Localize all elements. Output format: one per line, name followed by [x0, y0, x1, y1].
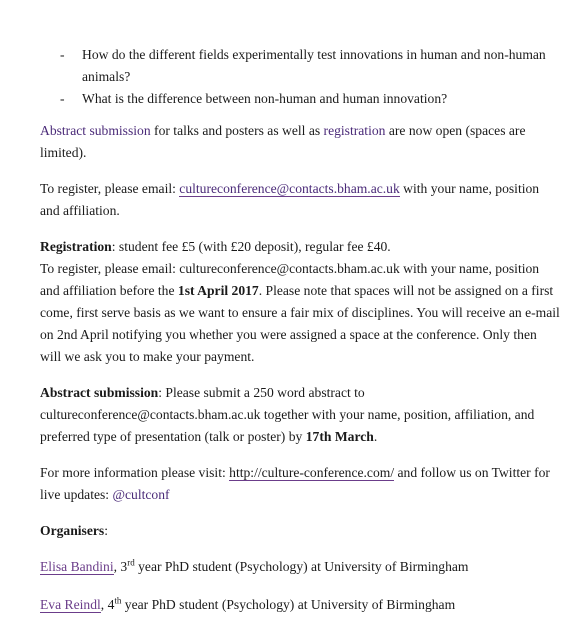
document-page — [40, 44, 560, 632]
info-paragraph — [40, 462, 560, 506]
abstract-submission-link[interactable]: Abstract submission — [40, 123, 151, 138]
twitter-link[interactable]: @cultconf — [112, 487, 170, 502]
abstract-end: . — [373, 429, 378, 444]
organiser-role: year PhD student (Psychology) at University of Birmingham — [134, 559, 469, 574]
registration-paragraph — [40, 236, 560, 368]
registration-fees: : student fee £5 (with £20 deposit), regular fee £40. — [111, 239, 391, 254]
registration-heading: Registration — [40, 239, 112, 254]
open-para-end: are now open (spaces are limited). — [40, 123, 526, 160]
list-item — [40, 44, 560, 88]
organiser-year: 3 — [120, 559, 128, 574]
register-after: with your name, position and affiliation. — [40, 181, 540, 218]
abstract-deadline: 17th March — [305, 429, 374, 444]
list-item-text: What is the difference between non-human and human innovation? — [82, 91, 448, 106]
organisers-heading-line — [40, 520, 560, 542]
register-before: To register, please email: — [40, 181, 180, 196]
organiser-name[interactable]: Eva Reindl — [40, 597, 101, 612]
abstract-paragraph — [40, 382, 560, 448]
organiser-role: year PhD student (Psychology) at University of Birmingham — [121, 597, 456, 612]
abstract-body: : Please submit a 250 word abstract to cultureconference@contacts.bham.ac.uk together with your name, position, affiliation, and preferred type of presentation (talk or poster) by — [40, 385, 535, 444]
organiser-entry — [40, 594, 560, 616]
register-paragraph — [40, 178, 560, 222]
registration-body-start: To register, please email: cultureconference@contacts.bham.ac.uk with your name, position and affiliation before the — [40, 261, 540, 298]
list-item — [40, 88, 560, 110]
organiser-entry — [40, 556, 560, 578]
registration-body-end: . Please note that spaces will not be assigned on a first come, first serve basis as we want to ensure a fair mix of disciplines. You will receive an e-mail on 2nd April notifying you whether you were assigned a space at the conference. Only then will we ask you to make your payment. — [40, 283, 560, 364]
organiser-year-suffix: th — [114, 595, 122, 606]
info-before: For more information please visit: — [40, 465, 230, 480]
abstract-heading: Abstract submission — [40, 385, 159, 400]
organisers-heading-suffix: : — [104, 523, 108, 538]
question-list — [40, 44, 560, 110]
registration-deadline: 1st April 2017 — [177, 283, 259, 298]
submission-open-paragraph — [40, 120, 560, 164]
organiser-sep: , — [100, 597, 108, 612]
registration-link[interactable]: registration — [323, 123, 386, 138]
organisers-heading: Organisers — [40, 523, 105, 538]
list-item-text: How do the different fields experimentally test innovations in human and non-human animals? — [82, 47, 546, 84]
organiser-year: 4 — [107, 597, 115, 612]
organiser-sep: , — [113, 559, 121, 574]
open-para-middle: for talks and posters as well as — [150, 123, 324, 138]
website-link[interactable]: http://culture-conference.com/ — [229, 465, 395, 480]
organiser-name[interactable]: Elisa Bandini — [40, 559, 114, 574]
bullet-marker: - — [60, 91, 65, 106]
info-middle: and follow us on Twitter for live updates: — [40, 465, 550, 502]
bullet-marker: - — [60, 47, 65, 62]
email-link[interactable]: cultureconference@contacts.bham.ac.uk — [179, 181, 400, 196]
organiser-year-suffix: rd — [127, 557, 135, 568]
